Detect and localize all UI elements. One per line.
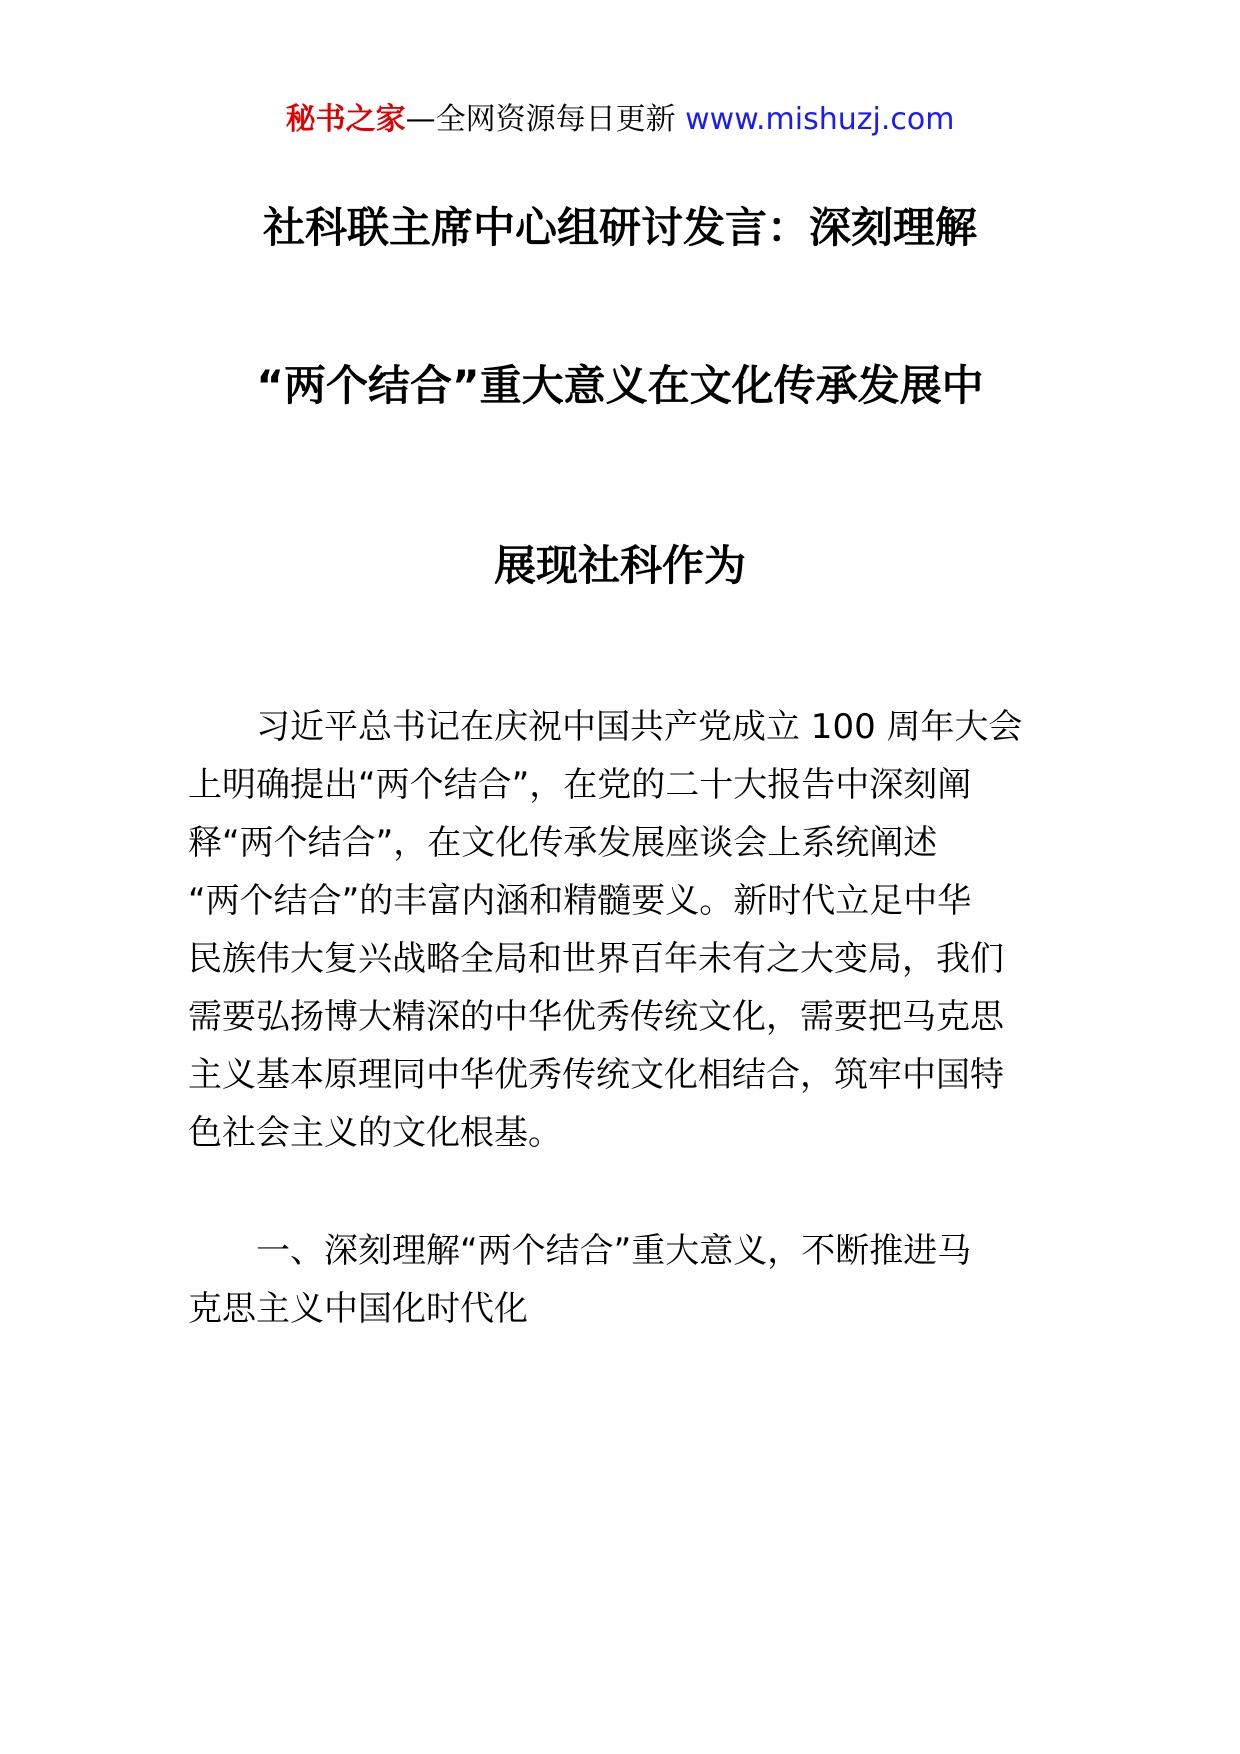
paragraph-1-line-5: 民族伟大复兴战略全局和世界百年未有之大变局，我们	[188, 939, 1004, 979]
document-title-line-2: “两个结合”重大意义在文化传承发展中	[256, 361, 984, 410]
site-url-link[interactable]: www.mishuzj.com	[685, 102, 955, 137]
site-brand: 秘书之家	[285, 102, 406, 137]
site-tagline: —全网资源每日更新	[405, 102, 676, 137]
paragraph-1-line-3: 释“两个结合”，在文化传承发展座谈会上系统阐述	[188, 823, 938, 863]
paragraph-1-line-6: 需要弘扬博大精深的中华优秀传统文化，需要把马克思	[188, 997, 1004, 1037]
section-1-heading-line-2: 克思主义中国化时代化	[188, 1289, 528, 1329]
site-header	[0, 100, 1240, 140]
section-1-heading-line-1: 一、深刻理解“两个结合”重大意义，不断推进马	[188, 1231, 972, 1271]
document-title-line-3: 展现社科作为	[493, 541, 746, 590]
paragraph-1-line-7: 主义基本原理同中华优秀传统文化相结合，筑牢中国特	[188, 1055, 1004, 1095]
document-title-line-1: 社科联主席中心组研讨发言：深刻理解	[262, 203, 977, 252]
paragraph-1-line-2: 上明确提出“两个结合”，在党的二十大报告中深刻阐	[188, 765, 972, 805]
paragraph-1-line-1: 习近平总书记在庆祝中国共产党成立 100 周年大会	[188, 707, 1023, 747]
paragraph-1-line-8: 色社会主义的文化根基。	[188, 1113, 562, 1153]
paragraph-1-line-4: “两个结合”的丰富内涵和精髓要义。新时代立足中华	[188, 881, 972, 921]
